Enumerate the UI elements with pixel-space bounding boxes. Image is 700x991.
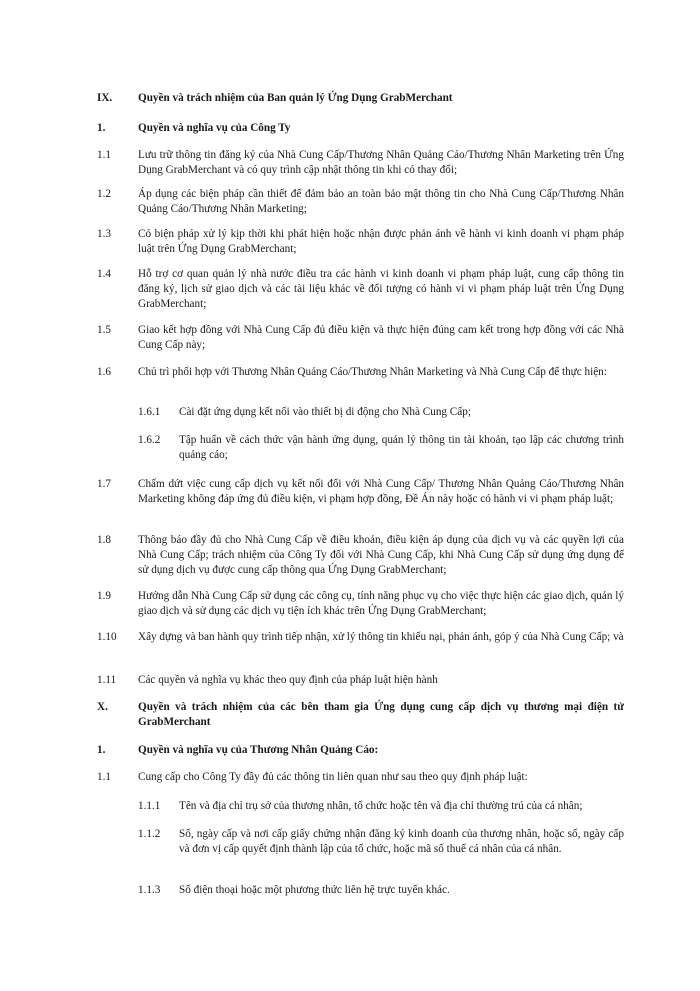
clause-number: 1.3: [97, 228, 111, 240]
clause-text: Lưu trữ thông tin đăng ký của Nhà Cung Cấp/Thương Nhân Quảng Cáo/Thương Nhân Marketing trên Ứng Dụng GrabMerchant và có quy trình cập nhật thông tin khi có thay đổi;: [138, 149, 624, 176]
clause-number: 1.6.1: [138, 406, 161, 418]
clause-number: 1.6: [97, 366, 111, 378]
section-title: Quyền và trách nhiệm của Ban quản lý Ứng Dụng GrabMerchant: [138, 92, 453, 104]
clause-text: Số điện thoại hoặc một phương thức liên hệ trực tuyến khác.: [179, 884, 450, 896]
clause-number: 1.1.3: [138, 884, 161, 896]
clause-text: Thông báo đầy đủ cho Nhà Cung Cấp về điều khoản, điều kiện áp dụng của dịch vụ và các quyền lợi của Nhà Cung Cấp; trách nhiệm của Công Ty đối với Nhà Cung Cấp, khi Nhà Cung Cấp sử dụng ứng dụng để sử dụng dịch vụ được cung cấp thông qua Ứng Dụng GrabMerchant;: [138, 534, 624, 576]
clause-number: 1.7: [97, 478, 111, 490]
clause-number: 1.8: [97, 534, 111, 546]
clause-number: 1.10: [97, 631, 117, 643]
clause-text: Cung cấp cho Công Ty đầy đủ các thông tin liên quan như sau theo quy định pháp luật:: [138, 771, 528, 783]
clause-text: Tên và địa chỉ trụ sở của thương nhân, tổ chức hoặc tên và địa chỉ thường trú của cá nhân;: [179, 800, 583, 812]
clause-number: 1.1.2: [138, 828, 161, 840]
clause-number: 1.1.1: [138, 800, 161, 812]
clause-number: 1.1: [97, 771, 111, 783]
clause-number: 1.9: [97, 590, 111, 602]
section-number: 1.: [97, 122, 106, 134]
clause-number: 1.2: [97, 188, 111, 200]
clause-text: Chủ trì phối hợp với Thương Nhân Quảng Cáo/Thương Nhân Marketing và Nhà Cung Cấp để thực hiện:: [138, 366, 607, 378]
section-title: Quyền và nghĩa vụ của Thương Nhân Quảng Cáo:: [138, 744, 379, 756]
clause-number: 1.5: [97, 324, 111, 336]
clause-text: Xây dựng và ban hành quy trình tiếp nhận, xử lý thông tin khiếu nại, phản ánh, góp ý của Nhà Cung Cấp; và: [138, 631, 624, 643]
clause-number: 1.4: [97, 268, 111, 280]
section-number: X.: [97, 701, 108, 713]
clause-text: Hỗ trợ cơ quan quản lý nhà nước điều tra các hành vi kinh doanh vi phạm pháp luật, cung cấp thông tin đăng ký, lịch sử giao dịch và các tài liệu khác về đối tượng có hành vi vi phạm pháp luật trên Ứng Dụng GrabMerchant;: [138, 268, 624, 310]
clause-text: Các quyền và nghĩa vụ khác theo quy định của pháp luật hiện hành: [138, 674, 438, 686]
clause-text: Có biện pháp xử lý kịp thời khi phát hiện hoặc nhận được phản ánh về hành vi kinh doanh vi phạm pháp luật trên Ứng Dụng GrabMerchant;: [138, 228, 624, 255]
clause-text: Giao kết hợp đồng với Nhà Cung Cấp đủ điều kiện và thực hiện đúng cam kết trong hợp đồng với các Nhà Cung Cấp này;: [138, 324, 624, 351]
clause-text: Chấm dứt việc cung cấp dịch vụ kết nối đối với Nhà Cung Cấp/ Thương Nhân Quảng Cáo/Thương Nhân Marketing không đáp ứng đủ điều kiện, vi phạm hợp đồng, Đề Án này hoặc có hành vi vi phạm pháp luật;: [138, 478, 624, 505]
clause-number: 1.1: [97, 149, 111, 161]
section-number: 1.: [97, 744, 106, 756]
clause-text: Tập huấn về cách thức vận hành ứng dụng, quản lý thông tin tài khoản, tạo lập các chương trình quảng cáo;: [179, 434, 624, 461]
section-title: Quyền và trách nhiệm của các bên tham gia Ứng dụng cung cấp dịch vụ thương mại điện tử GrabMerchant: [138, 701, 624, 728]
section-number: IX.: [97, 92, 113, 104]
section-title: Quyền và nghĩa vụ của Công Ty: [138, 122, 291, 134]
clause-text: Cài đặt ứng dụng kết nối vào thiết bị di động cho Nhà Cung Cấp;: [179, 406, 471, 418]
clause-number: 1.6.2: [138, 434, 161, 446]
clause-text: Hướng dẫn Nhà Cung Cấp sử dụng các công cụ, tính năng phục vụ cho việc thực hiện các giao dịch, quản lý giao dịch và sử dụng các dịch vụ tiện ích khác trên Ứng Dụng GrabMerchant;: [138, 590, 624, 617]
clause-text: Số, ngày cấp và nơi cấp giấy chứng nhận đăng ký kinh doanh của thương nhân, hoặc số, ngày cấp và đơn vị cấp quyết định thành lập của tổ chức, hoặc mã số thuế cá nhân của cá nhân.: [179, 828, 624, 855]
clause-text: Áp dụng các biện pháp cần thiết để đảm bảo an toàn bảo mật thông tin cho Nhà Cung Cấp/Thương Nhân Quảng Cáo/Thương Nhân Marketing;: [138, 188, 624, 215]
clause-number: 1.11: [97, 674, 117, 686]
